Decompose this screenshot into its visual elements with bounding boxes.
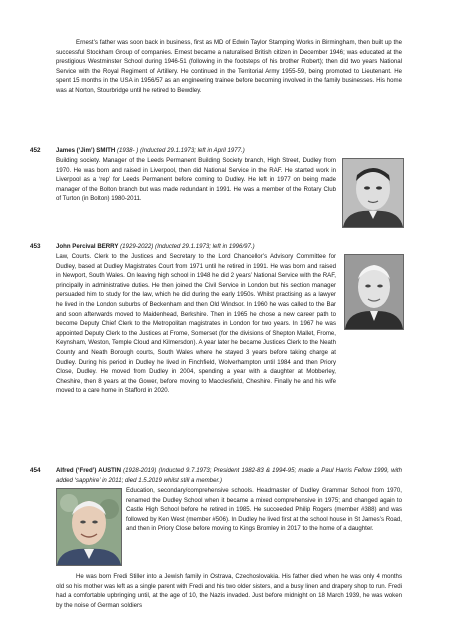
- entry-453-body-text: Law, Courts. Clerk to the Justices and Secretary to the Lord Chancellor’s Advisory Committee for Dudley, based at Dudley Magistrates Court from 1971 until he retired in 1991. He was born and raised in Newport, South Wales. On leaving high school in 1948 he did 2 years’ National Service with the RAF, principally in administrative duties. He then joined the Civil Service in London but his section manager persuaded him to study for the law, which he did during the early 1950s. Whilst practising as a lawyer he lived in the London suburbs of Beckenham and then Old Windsor. In 1960 he was called to the Bar and soon afterwards moved to Maidenhead, Berkshire. Then in 1965 he chose a new career path to become Deputy Chief Clerk to the Metropolitan magistrates in London for two years. In 1967 he was appointed Deputy Clerk to the Justices at Frome, Somerset (for the divisions of Shepton Mallet, Frome, Keynsham, Weston, Temple Cloud and Kilmersdon). A year later he became Justices Clerk to the Neath County and Neath Borough courts, South Wales where he stayed 3 years before taking charge at Dudley. During his period in Dudley he lived in Finchfield, Wolverhampton until 1984 and then Priory Close, Dudley. He moved from Dudley in 2004, spending a year with a daughter at Mobberley, Cheshire, then 8 years at the Gower, before moving to Macclesfield, Cheshire. Finally he and his wife moved to a care home in Stafford in 2020.: [56, 253, 336, 395]
- intro-text: Ernest’s father was soon back in business, first as MD of Edwin Taylor Stamping Works in Birmingham, then built up the successful Stockham Group of companies. Ernest became a naturalised British citizen in December 1946; was educated at the prestigious Westminster School during 1946-51 (following in the footsteps of his brother Robert); then did two years National Service with the Royal Regiment of Artillery. He continued in the Territorial Army 1955-59, being promoted to Lieutenant. He spent 15 months in the USA in 1956/57 as an engineering trainee before becoming involved in the family businesses. His home was at Norton, Stourbridge until he retired to Bewdley.: [56, 39, 402, 94]
- entry-454-details: (1928-2019) (Inducted 9.7.1973; President 1982-83 & 1994-95; made a Paul Harris Fellow 1999, with added ‘sapphire’ in 2011; died 1.5.2019 whilst still a member.): [56, 467, 402, 484]
- intro-paragraph: [56, 38, 402, 96]
- portrait-fred-austin: [57, 489, 121, 565]
- entry-452-name: James (‘Jim’) SMITH: [56, 147, 116, 154]
- entry-452-body: [56, 156, 336, 204]
- entry-453-header: [56, 242, 402, 252]
- entry-452-body-text: Building society. Manager of the Leeds Permanent Building Society branch, High Street, Dudley from 1970. He was born and raised in Liverpool, then did National Service in the RAF. He started work in Liverpool as a ‘rep’ for Leeds Permanent before coming to Dudley. He left in 1977 on being made manager of the Bolton branch but was made redundant in 1991. He was a member of the Rotary Club of Turton (in Bolton) 1980-2011.: [56, 157, 336, 203]
- entry-452-number: 452: [30, 147, 41, 154]
- entry-454-body: [126, 486, 402, 534]
- entry-454-photo: [56, 488, 122, 566]
- entry-452-photo: [342, 158, 404, 228]
- portrait-john-berry: [345, 255, 403, 329]
- entry-453-details: (1929-2022) (Inducted 29.1.1973; left in 1996/97.): [120, 243, 255, 250]
- portrait-jim-smith: [343, 159, 403, 227]
- entry-453-name: John Percival BERRY: [56, 243, 119, 250]
- entry-452-header: [56, 146, 336, 156]
- entry-454-name: Alfred (‘Fred’) AUSTIN: [56, 467, 121, 474]
- entry-453-photo: [344, 254, 404, 330]
- entry-453-number: 453: [30, 243, 41, 250]
- entry-454-header: [56, 466, 402, 485]
- entry-454-number: 454: [30, 467, 41, 474]
- entry-452-details: (1938- ) (Inducted 29.1.1973; left in April 1977.): [116, 147, 245, 154]
- entry-453-body: [56, 252, 336, 396]
- entry-454-body-text: Education, secondary/comprehensive schools. Headmaster of Dudley Grammar School from 1970, renamed the Dudley School when it became a mixed comprehensive in 1975; and changed again to Castle High School before he retired in 1985. He succeeded Philip Rogers (member #388) and was followed by Ken West (member #506). In Dudley he lived first at the school house in St James’s Road, and then in Priory Close before moving to Kings Bromley in 2017 to the home of a daughter.: [126, 487, 402, 533]
- entry-454-body2-text: He was born Fredi Stiller into a Jewish family in Ostrava, Czechoslovakia. His father died when he was only 4 months old so his mother was left as a single parent with Fredi and his two older sisters, and a busy linen and drapery shop to run. Fredi had a comfortable upbringing until, at the age of 10, the Nazis invaded. Just before midnight on 18 March 1939, he was woken by the noise of German soldiers: [56, 573, 402, 609]
- entry-454-body-continued: [56, 572, 402, 610]
